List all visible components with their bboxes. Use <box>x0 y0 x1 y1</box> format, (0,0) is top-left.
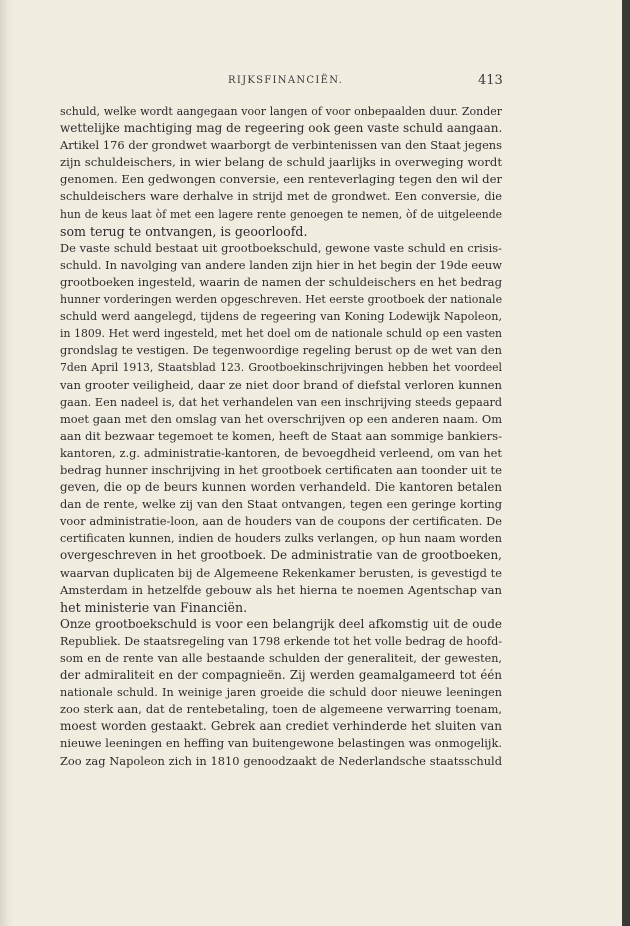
text-line: Onze grootboekschuld is voor een belangrijk deel afkomstig uit de oude <box>60 616 502 631</box>
text-line: Amsterdam in hetzelfde gebouw als het hierna te noemen Agentschap van <box>60 582 502 597</box>
text-line: nationale schuld. In weinige jaren groeide die schuld door nieuwe leeningen <box>60 686 502 700</box>
text-line: schuld, welke wordt aangegaan voor langen of voor onbepaalden duur. Zonder <box>60 105 502 118</box>
text-line: grootboeken ingesteld, waarin de namen der schuldeischers en het bedrag <box>60 274 502 289</box>
text-line: schuld. In navolging van andere landen zijn hier in het begin der 19de eeuw <box>60 257 502 272</box>
text-line: nieuwe leeningen en heffing van buitengewone belastingen was onmogelijk. <box>60 736 502 751</box>
text-line: Zoo zag Napoleon zich in 1810 genoodzaakt de Nederlandsche staatsschuld <box>60 753 502 768</box>
text-line: som en de rente van alle bestaande schulden der generaliteit, der gewesten, <box>60 652 502 665</box>
text-line: 7den April 1913, Staatsblad 123. Grootboekinschrijvingen hebben het voordeel <box>60 361 502 375</box>
text-line: gaan. Een nadeel is, dat het verhandelen van een inschrijving steeds gepaard <box>60 395 502 409</box>
body-text <box>60 103 502 770</box>
text-line: schuldeischers ware derhalve in strijd met de grondwet. Een conversie, die <box>60 189 502 204</box>
scan-edge-strip <box>622 0 630 926</box>
text-line: in 1809. Het werd ingesteld, met het doel om de nationale schuld op een vasten <box>60 327 502 341</box>
text-line: hun de keus laat òf met een lagere rente genoegen te nemen, òf de uitgeleende <box>60 207 502 221</box>
text-line: certificaten kunnen, indien de houders zulks verlangen, op hun naam worden <box>60 532 502 546</box>
text-line: Artikel 176 der grondwet waarborgt de verbintenissen van den Staat jegens <box>60 138 502 153</box>
text-line: grondslag te vestigen. De tegenwoordige regeling berust op de wet van den <box>60 343 502 358</box>
text-line: dan de rente, welke zij van den Staat ontvangen, tegen een geringe korting <box>60 497 502 512</box>
text-line: waarvan duplicaten bij de Algemeene Rekenkamer berusten, is gevestigd te <box>60 565 502 580</box>
text-line: kantoren, z.g. administratie-kantoren, de bevoegdheid verleend, om van het <box>60 445 502 460</box>
text-line: voor administratie-loon, aan de houders van de coupons der certificaten. De <box>60 514 502 529</box>
text-line: bedrag hunner inschrijving in het grootboek certificaten aan toonder uit te <box>60 462 502 477</box>
text-line: zoo sterk aan, dat de rentebetaling, toen de algemeene verwarring toenam, <box>60 702 502 717</box>
text-line: wettelijke machtiging mag de regeering ook geen vaste schuld aangaan. <box>60 121 503 136</box>
text-line: zijn schuldeischers, in wier belang de schuld jaarlijks in overweging wordt <box>60 155 502 170</box>
text-line: der admiraliteit en der compagnieën. Zij werden geamalgameerd tot één <box>60 668 502 683</box>
text-line: van grooter veiligheid, daar ze niet door brand of diefstal verloren kunnen <box>60 377 502 392</box>
running-header <box>0 75 622 91</box>
text-line: geven, die op de beurs kunnen worden verhandeld. Die kantoren betalen <box>60 480 502 495</box>
text-line: De vaste schuld bestaat uit grootboekschuld, gewone vaste schuld en crisis- <box>60 240 502 255</box>
text-line: moest worden gestaakt. Gebrek aan crediet verhinderde het sluiten van <box>60 719 502 734</box>
running-title: RIJKSFINANCIËN. <box>228 75 344 86</box>
text-line: som terug te ontvangen, is geoorloofd. <box>60 223 308 239</box>
text-line: Republiek. De staatsregeling van 1798 erkende tot het volle bedrag de hoofd- <box>60 634 503 648</box>
text-line: genomen. Een gedwongen conversie, een renteverlaging tegen den wil der <box>60 172 502 187</box>
text-line: hunner vorderingen werden opgeschreven. Het eerste grootboek der nationale <box>60 293 503 307</box>
text-line: moet gaan met den omslag van het overschrijven op een anderen naam. Om <box>60 411 502 426</box>
page-number: 413 <box>478 73 503 88</box>
text-line: overgeschreven in het grootboek. De administratie van de grootboeken, <box>60 548 502 563</box>
text-line: aan dit bezwaar tegemoet te komen, heeft de Staat aan sommige bankiers- <box>60 428 502 443</box>
page-binding-shadow <box>0 0 14 926</box>
text-line: schuld werd aangelegd, tijdens de regeering van Koning Lodewijk Napoleon, <box>60 310 502 324</box>
text-line: het ministerie van Financiën. <box>60 599 248 615</box>
